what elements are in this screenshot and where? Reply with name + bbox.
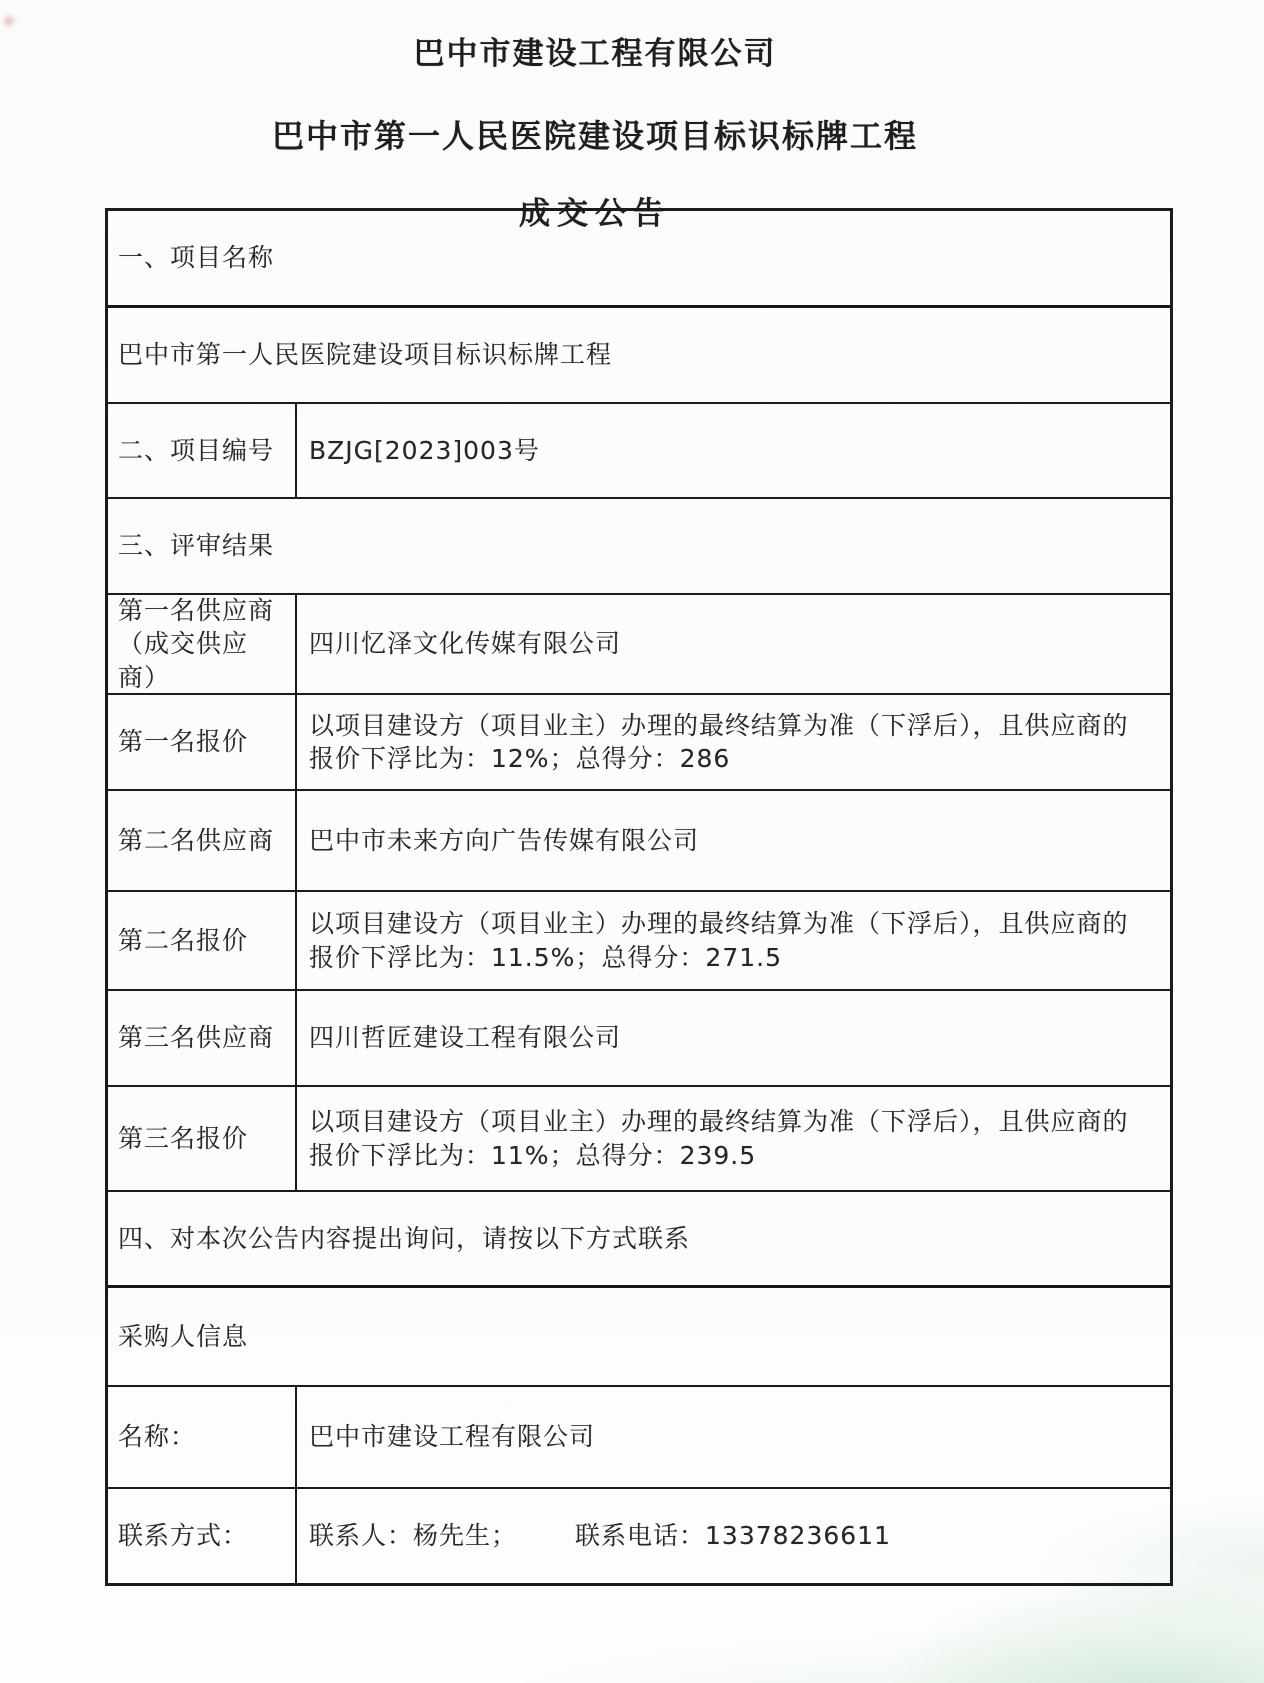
- row-value: 以项目建设方（项目业主）办理的最终结算为准（下浮后），且供应商的报价下浮比为：11%；总得分：239.5: [309, 1107, 1129, 1170]
- row-purchaser-info: [108, 1285, 1170, 1385]
- row-third-supplier: [108, 989, 1170, 1085]
- section-heading: 一、项目名称: [118, 243, 275, 273]
- row-second-quote: [108, 890, 1170, 989]
- row-purchaser-name: [108, 1385, 1170, 1487]
- row-label: 第二名供应商: [108, 791, 297, 890]
- row-value: 四川哲匠建设工程有限公司: [309, 1023, 622, 1053]
- row-value: BZJG[2023]003号: [309, 435, 540, 465]
- section-heading: 四、对本次公告内容提出询问，请按以下方式联系: [118, 1223, 691, 1253]
- row-label: 二、项目编号: [108, 404, 297, 497]
- row-label: 第二名报价: [108, 892, 297, 989]
- section-heading: 三、评审结果: [118, 531, 275, 561]
- row-section-contact: [108, 1190, 1170, 1285]
- row-label: 联系方式：: [108, 1489, 297, 1583]
- row-value: [297, 1489, 1170, 1583]
- row-value: 以项目建设方（项目业主）办理的最终结算为准（下浮后），且供应商的报价下浮比为：12%；总得分：286: [309, 710, 1129, 773]
- row-label: 名称：: [108, 1387, 297, 1487]
- row-project-name-value: [108, 305, 1170, 402]
- organization-title: 巴中市建设工程有限公司: [413, 36, 777, 72]
- row-third-quote: [108, 1085, 1170, 1190]
- row-label: 第一名报价: [108, 695, 297, 789]
- row-label: 第三名供应商: [108, 991, 297, 1085]
- row-value: 巴中市建设工程有限公司: [309, 1422, 596, 1452]
- purchaser-info-heading: 采购人信息: [118, 1321, 249, 1351]
- row-second-supplier: [108, 789, 1170, 890]
- document-header: [0, 0, 1190, 233]
- row-first-quote: [108, 693, 1170, 789]
- project-title: 巴中市第一人民医院建设项目标识标牌工程: [271, 117, 918, 155]
- project-name-text: 巴中市第一人民医院建设项目标识标牌工程: [118, 340, 613, 370]
- row-label: 第三名报价: [108, 1087, 297, 1190]
- announcement-type-title: 成交公告: [519, 196, 671, 232]
- row-value: 以项目建设方（项目业主）办理的最终结算为准（下浮后），且供应商的报价下浮比为：11.5%；总得分：271.5: [309, 909, 1129, 972]
- row-value: 巴中市未来方向广告传媒有限公司: [309, 825, 700, 855]
- contact-person: 联系人：杨先生；: [309, 1521, 518, 1551]
- row-value: 四川忆泽文化传媒有限公司: [309, 629, 622, 659]
- row-section-review-results: [108, 497, 1170, 593]
- row-section-project-name: [108, 211, 1170, 305]
- row-project-number: [108, 402, 1170, 497]
- announcement-table: [105, 208, 1173, 1586]
- row-label: 第一名供应商（成交供应商）: [108, 595, 297, 693]
- row-contact-method: [108, 1487, 1170, 1583]
- contact-phone: 联系电话：13378236611: [575, 1521, 891, 1551]
- row-first-supplier: [108, 593, 1170, 693]
